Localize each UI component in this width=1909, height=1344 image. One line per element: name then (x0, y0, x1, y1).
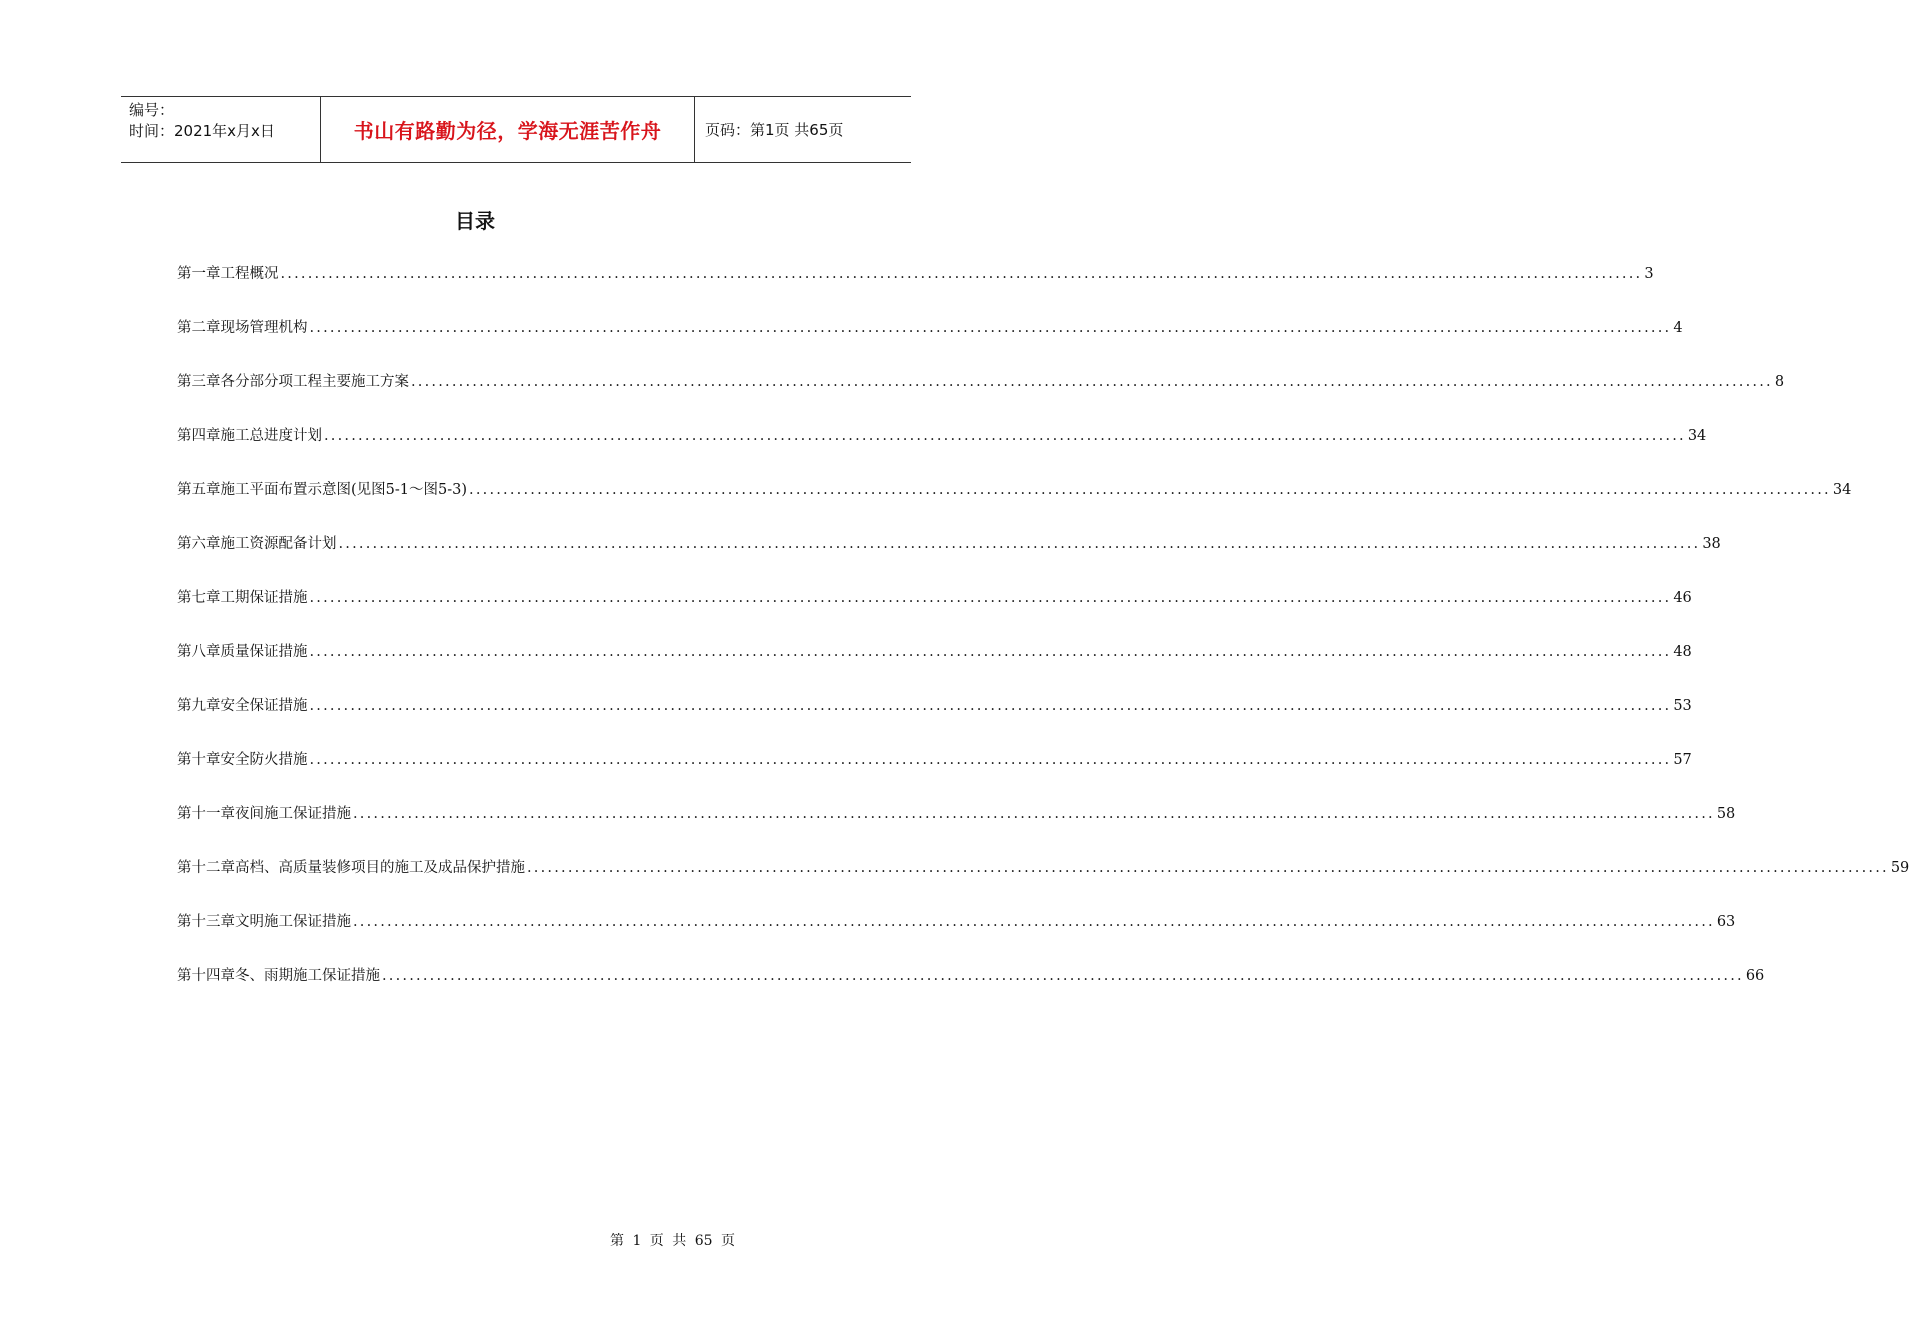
toc-chapter-title: 现场管理机构 (220, 320, 308, 336)
toc-chapter-number: 第一章 (177, 266, 221, 282)
toc-page-number: 3 (1644, 266, 1654, 282)
toc-chapter-number: 第四章 (177, 428, 221, 444)
toc-chapter-number: 第九章 (177, 698, 221, 714)
toc-page-number: 38 (1702, 536, 1721, 552)
toc-chapter-title: 夜间施工保证措施 (235, 806, 351, 822)
toc-leader-dots: ........................................................................................................................................................................................................ (309, 320, 1672, 336)
header-motto-cell (321, 97, 695, 162)
toc-chapter-number: 第十三章 (177, 914, 235, 930)
toc-leader-dots: ........................................................................................................................................................................................................ (411, 374, 1773, 390)
toc-chapter-number: 第六章 (177, 536, 221, 552)
header-info-cell (121, 97, 321, 162)
toc-entry[interactable] (177, 262, 1654, 316)
toc-leader-dots: ........................................................................................................................................................................................................ (353, 806, 1715, 822)
toc-leader-dots: ........................................................................................................................................................................................................ (469, 482, 1831, 498)
toc-leader-dots: ........................................................................................................................................................................................................ (309, 698, 1672, 714)
page-footer: 第 1 页 共 65 页 (610, 1233, 735, 1249)
toc-page-number: 53 (1673, 698, 1692, 714)
toc-page-number: 46 (1673, 590, 1692, 606)
toc-chapter-number: 第八章 (177, 644, 221, 660)
table-of-contents (177, 262, 1909, 1018)
toc-chapter-title: 各分部分项工程主要施工方案 (220, 374, 409, 390)
toc-page-number: 4 (1673, 320, 1683, 336)
header-page-number: 页码：第1页 共65页 (705, 121, 844, 139)
toc-chapter-title: 高档、高质量装修项目的施工及成品保护措施 (235, 860, 525, 876)
toc-page-number: 8 (1774, 374, 1785, 390)
toc-chapter-title: 施工平面布置示意图(见图5-1～图5-3) (220, 482, 468, 498)
toc-title: 目录 (455, 209, 495, 233)
toc-leader-dots: ........................................................................................................................................................................................................ (527, 860, 1889, 876)
header-motto: 书山有路勤为径，学海无涯苦作舟 (353, 119, 662, 143)
toc-chapter-number: 第七章 (177, 590, 221, 606)
toc-page-number: 59 (1890, 860, 1909, 876)
toc-leader-dots: ........................................................................................................................................................................................................ (324, 428, 1686, 444)
toc-page-number: 58 (1716, 806, 1736, 822)
toc-chapter-number: 第五章 (177, 482, 221, 498)
toc-chapter-title: 质量保证措施 (220, 644, 308, 660)
toc-chapter-title: 安全防火措施 (220, 752, 308, 768)
toc-entry[interactable] (177, 532, 1721, 586)
document-time: 时间：2021年x月x日 (129, 122, 275, 140)
toc-leader-dots: ........................................................................................................................................................................................................ (309, 644, 1672, 660)
toc-page-number: 63 (1716, 914, 1736, 930)
toc-page-number: 48 (1673, 644, 1692, 660)
toc-chapter-title: 文明施工保证措施 (235, 914, 351, 930)
toc-chapter-title: 施工资源配备计划 (220, 536, 337, 552)
toc-chapter-title: 工程概况 (220, 266, 279, 282)
document-header (121, 96, 911, 163)
toc-leader-dots: ........................................................................................................................................................................................................ (309, 752, 1672, 768)
toc-entry[interactable] (177, 424, 1707, 478)
toc-page-number: 66 (1745, 968, 1765, 984)
toc-entry[interactable] (177, 478, 1852, 532)
toc-leader-dots: ........................................................................................................................................................................................................ (338, 536, 1701, 552)
header-page-cell (695, 97, 911, 162)
toc-page-number: 34 (1832, 482, 1852, 498)
toc-entry[interactable] (177, 802, 1736, 856)
toc-leader-dots: ........................................................................................................................................................................................................ (382, 968, 1744, 984)
toc-chapter-title: 安全保证措施 (220, 698, 308, 714)
toc-chapter-number: 第十章 (177, 752, 221, 768)
toc-entry[interactable] (177, 964, 1765, 1018)
toc-chapter-number: 第十一章 (177, 806, 235, 822)
toc-entry[interactable] (177, 316, 1683, 370)
toc-chapter-number: 第十二章 (177, 860, 235, 876)
toc-entry[interactable] (177, 748, 1692, 802)
toc-page-number: 57 (1673, 752, 1692, 768)
document-code-label: 编号： (129, 101, 175, 119)
toc-page-number: 34 (1687, 428, 1707, 444)
toc-chapter-number: 第三章 (177, 374, 221, 390)
toc-entry[interactable] (177, 910, 1736, 964)
toc-entry[interactable] (177, 586, 1692, 640)
toc-chapter-number: 第二章 (177, 320, 221, 336)
toc-entry[interactable] (177, 370, 1785, 424)
toc-chapter-number: 第十四章 (177, 968, 235, 984)
toc-chapter-title: 施工总进度计划 (220, 428, 322, 444)
toc-leader-dots: ........................................................................................................................................................................................................ (280, 266, 1643, 282)
toc-entry[interactable] (177, 856, 1909, 910)
toc-entry[interactable] (177, 694, 1692, 748)
toc-chapter-title: 冬、雨期施工保证措施 (235, 968, 380, 984)
toc-leader-dots: ........................................................................................................................................................................................................ (309, 590, 1672, 606)
toc-entry[interactable] (177, 640, 1692, 694)
toc-chapter-title: 工期保证措施 (220, 590, 308, 606)
toc-leader-dots: ........................................................................................................................................................................................................ (353, 914, 1715, 930)
